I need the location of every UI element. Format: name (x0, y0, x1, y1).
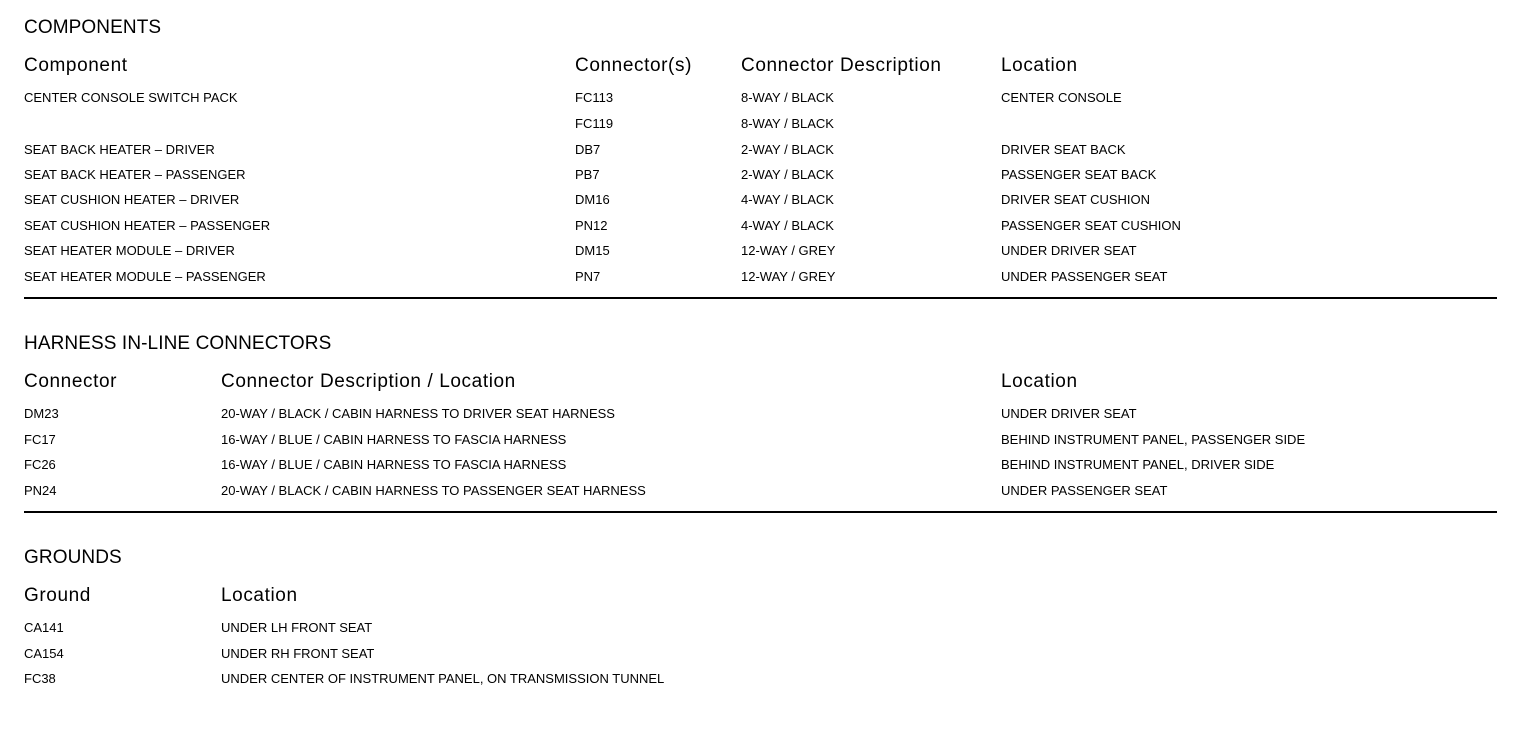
connector-id: FC17 (24, 432, 56, 447)
connector-description: 2-WAY / BLACK (741, 167, 834, 182)
header-connector: Connector (24, 371, 118, 392)
connector-description: 12-WAY / GREY (741, 243, 836, 258)
ground-location: UNDER LH FRONT SEAT (221, 620, 373, 635)
component-location: PASSENGER SEAT BACK (1001, 167, 1157, 182)
component-location: UNDER DRIVER SEAT (1001, 243, 1137, 258)
header-connectors: Connector(s) (575, 55, 693, 76)
connector-description: 4-WAY / BLACK (741, 218, 834, 233)
connector-id: PN7 (575, 269, 601, 284)
header-location: Location (1001, 371, 1078, 392)
connector-id: PB7 (575, 167, 600, 182)
ground-id: CA154 (24, 646, 64, 661)
header-connector-description: Connector Description (741, 55, 942, 76)
connector-id: FC26 (24, 457, 56, 472)
connector-description: 8-WAY / BLACK (741, 90, 834, 105)
component-name: CENTER CONSOLE SWITCH PACK (24, 90, 238, 105)
ground-location: UNDER CENTER OF INSTRUMENT PANEL, ON TRANSMISSION TUNNEL (221, 671, 665, 686)
header-ground: Ground (24, 585, 91, 606)
header-connector-description-location: Connector Description / Location (221, 371, 516, 392)
connector-id: DB7 (575, 142, 601, 157)
connector-id: FC113 (575, 90, 614, 105)
connector-id: DM16 (575, 192, 610, 207)
header-location: Location (221, 585, 298, 606)
connector-description: 20-WAY / BLACK / CABIN HARNESS TO DRIVER SEAT HARNESS (221, 406, 615, 421)
component-name: SEAT HEATER MODULE – PASSENGER (24, 269, 266, 284)
connector-description: 16-WAY / BLUE / CABIN HARNESS TO FASCIA HARNESS (221, 457, 567, 472)
component-location: PASSENGER SEAT CUSHION (1001, 218, 1181, 233)
connector-id: FC119 (575, 116, 614, 131)
connector-location: BEHIND INSTRUMENT PANEL, PASSENGER SIDE (1001, 432, 1306, 447)
ground-location: UNDER RH FRONT SEAT (221, 646, 375, 661)
connector-description: 12-WAY / GREY (741, 269, 836, 284)
section-title-harness: HARNESS IN-LINE CONNECTORS (24, 333, 332, 354)
connector-description: 4-WAY / BLACK (741, 192, 834, 207)
section-title-grounds: GROUNDS (24, 547, 122, 568)
component-name: SEAT CUSHION HEATER – PASSENGER (24, 218, 271, 233)
connector-description: 16-WAY / BLUE / CABIN HARNESS TO FASCIA HARNESS (221, 432, 567, 447)
connector-description: 8-WAY / BLACK (741, 116, 834, 131)
connector-id: DM15 (575, 243, 610, 258)
grounds-section (24, 0, 1497, 700)
component-location: DRIVER SEAT CUSHION (1001, 192, 1151, 207)
section-title-components: COMPONENTS (24, 17, 162, 38)
component-location: CENTER CONSOLE (1001, 90, 1122, 105)
ground-id: CA141 (24, 620, 64, 635)
connector-location: BEHIND INSTRUMENT PANEL, DRIVER SIDE (1001, 457, 1275, 472)
component-name: SEAT CUSHION HEATER – DRIVER (24, 192, 240, 207)
connector-description: 20-WAY / BLACK / CABIN HARNESS TO PASSENGER SEAT HARNESS (221, 483, 646, 498)
connector-id: DM23 (24, 406, 59, 421)
component-name: SEAT HEATER MODULE – DRIVER (24, 243, 235, 258)
component-name: SEAT BACK HEATER – PASSENGER (24, 167, 246, 182)
connector-id: PN24 (24, 483, 57, 498)
header-component: Component (24, 55, 128, 76)
connector-description: 2-WAY / BLACK (741, 142, 834, 157)
connector-id: PN12 (575, 218, 608, 233)
component-name: SEAT BACK HEATER – DRIVER (24, 142, 215, 157)
ground-id: FC38 (24, 671, 56, 686)
connector-location: UNDER PASSENGER SEAT (1001, 483, 1168, 498)
component-location: UNDER PASSENGER SEAT (1001, 269, 1168, 284)
connector-location: UNDER DRIVER SEAT (1001, 406, 1137, 421)
header-location: Location (1001, 55, 1078, 76)
component-location: DRIVER SEAT BACK (1001, 142, 1126, 157)
